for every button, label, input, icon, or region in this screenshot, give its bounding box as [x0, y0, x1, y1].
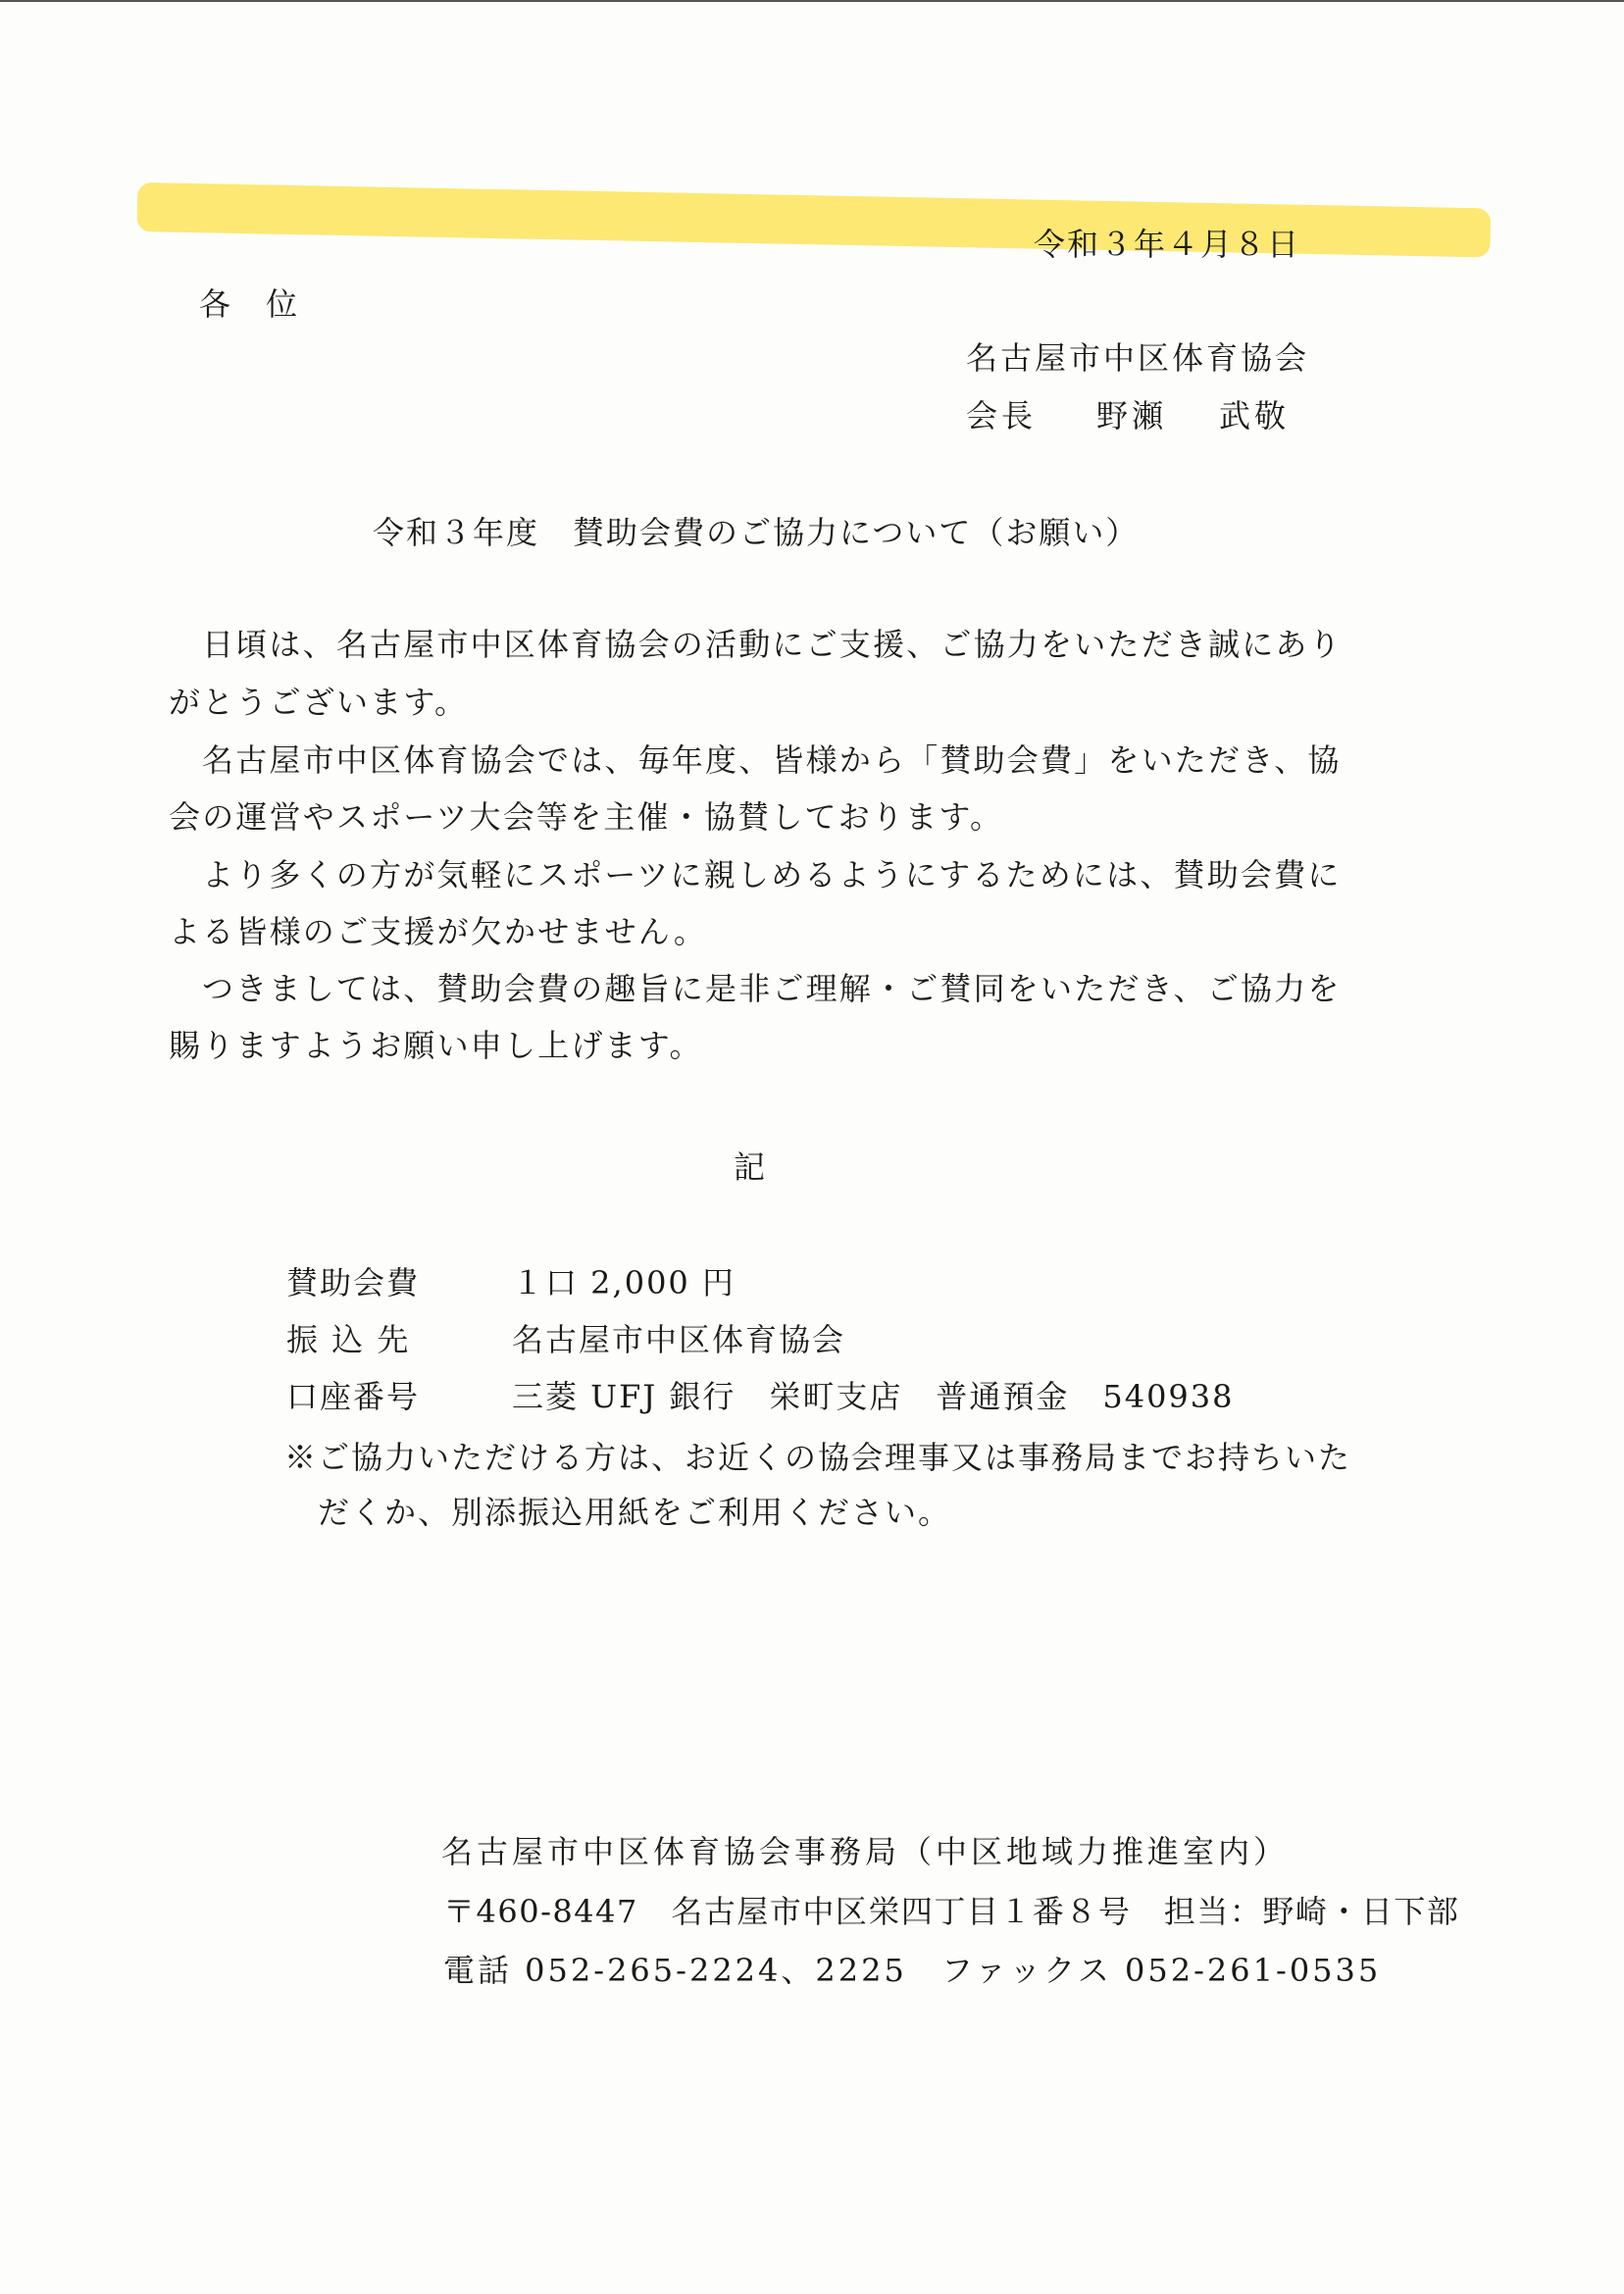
addressee: 各位	[199, 285, 333, 323]
letter-subject: 令和３年度 賛助会費のご協力について（お願い）	[373, 514, 1140, 551]
sender-organization: 名古屋市中区体育協会	[966, 339, 1310, 377]
body-line: 日頃は、名古屋市中区体育協会の活動にご支援、ご協力をいただき誠にあり	[202, 626, 1343, 663]
sender-surname: 野瀬	[1096, 397, 1168, 434]
detail-value-payee: 名古屋市中区体育協会	[512, 1321, 846, 1358]
body-line: がとうございます。	[169, 684, 469, 721]
body-line: より多くの方が気軽にスポーツに親しめるようにするためには、賛助会費に	[202, 856, 1342, 893]
detail-label-account: 口座番号	[286, 1378, 421, 1415]
footer-office: 名古屋市中区体育協会事務局（中区地域力推進室内）	[441, 1833, 1290, 1870]
note-line: だくか、別添振込用紙をご利用ください。	[318, 1494, 952, 1531]
detail-value-account: 三菱 UFJ 銀行 栄町支店 普通預金 540938	[512, 1378, 1235, 1415]
body-line: つきましては、賛助会費の趣旨に是非ご理解・ご賛同をいただき、ご協力を	[202, 970, 1342, 1007]
body-line: 名古屋市中区体育協会では、毎年度、皆様から「賛助会費」をいただき、協	[202, 741, 1342, 779]
ki-heading: 記	[734, 1148, 768, 1186]
footer-contact: 電話 052-265-2224、2225 ファックス 052-261-0535	[443, 1952, 1382, 1989]
footer-address: 〒460-8447 名古屋市中区栄四丁目１番８号 担当：野崎・日下部	[443, 1893, 1460, 1930]
body-line: 賜りますようお願い申し上げます。	[169, 1027, 703, 1064]
sender-given-name: 武敬	[1219, 397, 1291, 434]
detail-label-payee: 振 込 先	[286, 1321, 411, 1358]
detail-value-fee: １口 2,000 円	[512, 1264, 736, 1301]
scan-top-edge	[0, 0, 1624, 2]
detail-label-fee: 賛助会費	[286, 1264, 421, 1301]
note-line: ※ご協力いただける方は、お近くの協会理事又は事務局までお持ちいた	[284, 1439, 1352, 1476]
sender-title: 会長	[966, 397, 1038, 434]
body-line: 会の運営やスポーツ大会等を主催・協賛しております。	[169, 798, 1004, 836]
body-line: よる皆様のご支援が欠かせません。	[169, 913, 708, 950]
document-date: 令和３年４月８日	[1034, 226, 1301, 263]
